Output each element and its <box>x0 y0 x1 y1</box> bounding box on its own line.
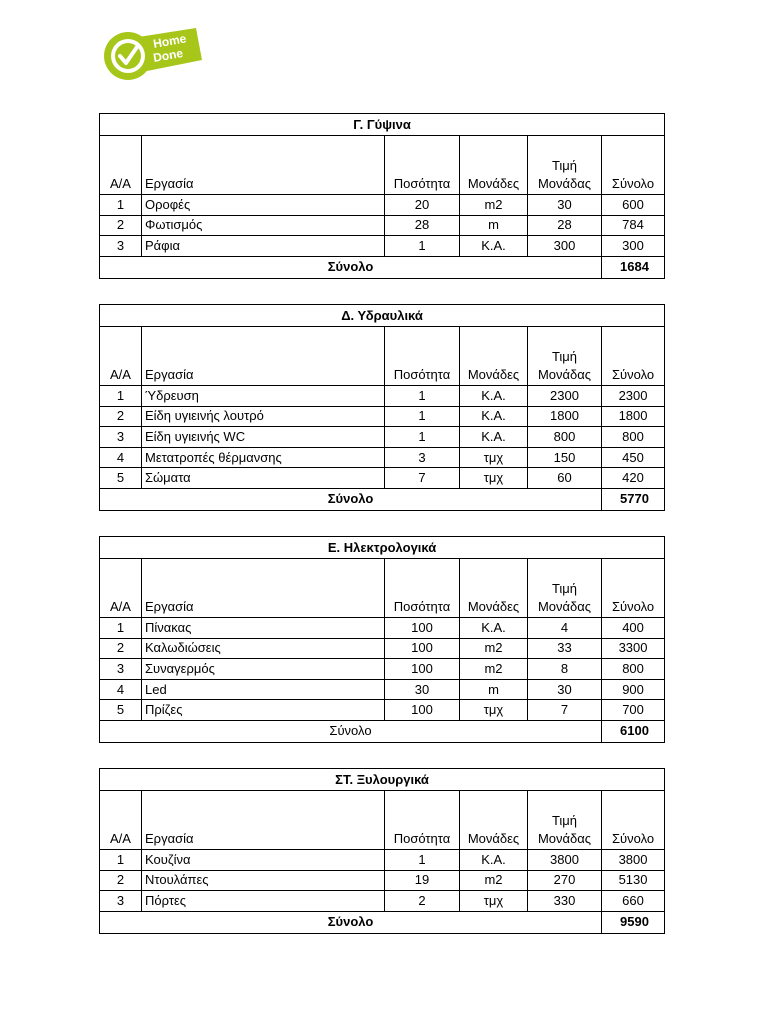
table-row <box>100 195 665 216</box>
table-row <box>100 427 665 448</box>
section-title: Γ. Γύψινα <box>100 114 665 136</box>
cell-units: Κ.Α. <box>460 236 528 257</box>
cell-units: Κ.Α. <box>460 850 528 871</box>
col-header-units: Μονάδες <box>460 791 528 850</box>
cell-aa: 1 <box>100 386 142 407</box>
cell-price: 7 <box>528 700 602 721</box>
table-row <box>100 618 665 639</box>
cell-qty: 1 <box>385 236 460 257</box>
cell-qty: 20 <box>385 195 460 216</box>
table-header-row <box>100 136 665 195</box>
total-label: Σύνολο <box>100 911 602 933</box>
cell-units: m <box>460 215 528 236</box>
table-row <box>100 406 665 427</box>
table-row <box>100 447 665 468</box>
cell-units: τμχ <box>460 891 528 912</box>
logo-text-done: Done <box>152 45 185 65</box>
col-header-units: Μονάδες <box>460 327 528 386</box>
cell-work: Πρίζες <box>142 700 385 721</box>
col-header-total: Σύνολο <box>602 327 665 386</box>
total-label: Σύνολο <box>100 720 602 742</box>
logo-text-home: Home <box>152 31 188 51</box>
col-header-total: Σύνολο <box>602 791 665 850</box>
col-header-aa: Α/Α <box>100 559 142 618</box>
cell-qty: 2 <box>385 891 460 912</box>
cell-units: m2 <box>460 195 528 216</box>
cell-total: 784 <box>602 215 665 236</box>
cell-price: 28 <box>528 215 602 236</box>
table-row <box>100 891 665 912</box>
cell-qty: 28 <box>385 215 460 236</box>
col-header-total: Σύνολο <box>602 559 665 618</box>
table-row <box>100 215 665 236</box>
col-header-work: Εργασία <box>142 327 385 386</box>
cell-work: Είδη υγιεινής λουτρό <box>142 406 385 427</box>
cell-qty: 100 <box>385 618 460 639</box>
col-header-qty: Ποσότητα <box>385 327 460 386</box>
cell-work: Φωτισμός <box>142 215 385 236</box>
cell-units: τμχ <box>460 447 528 468</box>
col-header-aa: Α/Α <box>100 327 142 386</box>
cell-total: 800 <box>602 427 665 448</box>
cell-work: Οροφές <box>142 195 385 216</box>
cell-units: m2 <box>460 870 528 891</box>
cell-aa: 2 <box>100 870 142 891</box>
cell-work: Σώματα <box>142 468 385 489</box>
cell-total: 2300 <box>602 386 665 407</box>
cell-aa: 5 <box>100 700 142 721</box>
cell-total: 800 <box>602 659 665 680</box>
cell-units: Κ.Α. <box>460 427 528 448</box>
total-value: 9590 <box>602 911 665 933</box>
table-row <box>100 870 665 891</box>
cell-qty: 1 <box>385 850 460 871</box>
table-row <box>100 386 665 407</box>
section-table-electrical <box>99 536 665 743</box>
cell-units: Κ.Α. <box>460 618 528 639</box>
cell-qty: 30 <box>385 679 460 700</box>
total-value: 5770 <box>602 488 665 510</box>
cell-units: τμχ <box>460 468 528 489</box>
cell-aa: 3 <box>100 236 142 257</box>
col-header-unit-price: Τιμή Μονάδας <box>528 791 602 850</box>
cell-aa: 1 <box>100 195 142 216</box>
cell-qty: 1 <box>385 386 460 407</box>
total-label: Σύνολο <box>100 256 602 278</box>
table-header-row <box>100 791 665 850</box>
cell-aa: 3 <box>100 891 142 912</box>
cell-work: Συναγερμός <box>142 659 385 680</box>
cell-aa: 2 <box>100 406 142 427</box>
cell-units: m2 <box>460 638 528 659</box>
col-header-unit-price: Τιμή Μονάδας <box>528 327 602 386</box>
cell-total: 400 <box>602 618 665 639</box>
cell-work: Ύδρευση <box>142 386 385 407</box>
cell-price: 150 <box>528 447 602 468</box>
cell-total: 300 <box>602 236 665 257</box>
col-header-qty: Ποσότητα <box>385 791 460 850</box>
cell-units: m2 <box>460 659 528 680</box>
cell-work: Ράφια <box>142 236 385 257</box>
cell-qty: 7 <box>385 468 460 489</box>
cell-aa: 3 <box>100 659 142 680</box>
col-header-work: Εργασία <box>142 136 385 195</box>
cell-total: 900 <box>602 679 665 700</box>
cell-work: Είδη υγιεινής WC <box>142 427 385 448</box>
total-row <box>100 488 665 510</box>
cell-qty: 100 <box>385 700 460 721</box>
total-value: 1684 <box>602 256 665 278</box>
col-header-unit-price: Τιμή Μονάδας <box>528 136 602 195</box>
section-table-carpentry <box>99 768 665 934</box>
cell-aa: 4 <box>100 679 142 700</box>
col-header-work: Εργασία <box>142 791 385 850</box>
cell-work: Μετατροπές θέρμανσης <box>142 447 385 468</box>
cell-price: 4 <box>528 618 602 639</box>
cell-total: 450 <box>602 447 665 468</box>
cell-total: 1800 <box>602 406 665 427</box>
cell-aa: 2 <box>100 215 142 236</box>
table-header-row <box>100 559 665 618</box>
total-row <box>100 720 665 742</box>
total-label: Σύνολο <box>100 488 602 510</box>
cell-aa: 2 <box>100 638 142 659</box>
cell-total: 3800 <box>602 850 665 871</box>
cell-qty: 100 <box>385 638 460 659</box>
section-title: ΣΤ. Ξυλουργικά <box>100 769 665 791</box>
section-title: Δ. Υδραυλικά <box>100 305 665 327</box>
col-header-units: Μονάδες <box>460 136 528 195</box>
section-table-gypsum <box>99 113 665 279</box>
col-header-aa: Α/Α <box>100 136 142 195</box>
col-header-units: Μονάδες <box>460 559 528 618</box>
table-row <box>100 850 665 871</box>
col-header-qty: Ποσότητα <box>385 559 460 618</box>
cell-work: Κουζίνα <box>142 850 385 871</box>
table-row <box>100 700 665 721</box>
col-header-work: Εργασία <box>142 559 385 618</box>
cell-price: 1800 <box>528 406 602 427</box>
cell-qty: 1 <box>385 406 460 427</box>
cell-units: Κ.Α. <box>460 406 528 427</box>
cell-total: 5130 <box>602 870 665 891</box>
table-header-row <box>100 327 665 386</box>
cell-aa: 5 <box>100 468 142 489</box>
cell-work: Καλωδιώσεις <box>142 638 385 659</box>
cell-price: 8 <box>528 659 602 680</box>
cell-total: 420 <box>602 468 665 489</box>
cell-total: 600 <box>602 195 665 216</box>
cell-aa: 1 <box>100 618 142 639</box>
cell-qty: 19 <box>385 870 460 891</box>
cell-price: 33 <box>528 638 602 659</box>
section-title: Ε. Ηλεκτρολογικά <box>100 537 665 559</box>
col-header-qty: Ποσότητα <box>385 136 460 195</box>
table-row <box>100 468 665 489</box>
cell-total: 660 <box>602 891 665 912</box>
table-row <box>100 679 665 700</box>
total-row <box>100 256 665 278</box>
cell-qty: 100 <box>385 659 460 680</box>
cell-price: 30 <box>528 679 602 700</box>
cell-work: Ντουλάπες <box>142 870 385 891</box>
cell-units: Κ.Α. <box>460 386 528 407</box>
cell-aa: 3 <box>100 427 142 448</box>
cell-price: 60 <box>528 468 602 489</box>
cell-total: 700 <box>602 700 665 721</box>
cell-price: 30 <box>528 195 602 216</box>
cell-units: τμχ <box>460 700 528 721</box>
col-header-total: Σύνολο <box>602 136 665 195</box>
cell-qty: 1 <box>385 427 460 448</box>
table-row <box>100 638 665 659</box>
col-header-unit-price: Τιμή Μονάδας <box>528 559 602 618</box>
total-row <box>100 911 665 933</box>
cell-price: 2300 <box>528 386 602 407</box>
cell-units: m <box>460 679 528 700</box>
cell-price: 270 <box>528 870 602 891</box>
table-row <box>100 659 665 680</box>
section-table-plumbing <box>99 304 665 511</box>
cell-qty: 3 <box>385 447 460 468</box>
cell-price: 800 <box>528 427 602 448</box>
cell-price: 330 <box>528 891 602 912</box>
col-header-aa: Α/Α <box>100 791 142 850</box>
cell-work: Πόρτες <box>142 891 385 912</box>
cell-price: 3800 <box>528 850 602 871</box>
home-done-logo <box>104 26 202 82</box>
cell-price: 300 <box>528 236 602 257</box>
cell-work: Led <box>142 679 385 700</box>
table-row <box>100 236 665 257</box>
cell-total: 3300 <box>602 638 665 659</box>
total-value: 6100 <box>602 720 665 742</box>
cell-aa: 4 <box>100 447 142 468</box>
cell-work: Πίνακας <box>142 618 385 639</box>
cell-aa: 1 <box>100 850 142 871</box>
